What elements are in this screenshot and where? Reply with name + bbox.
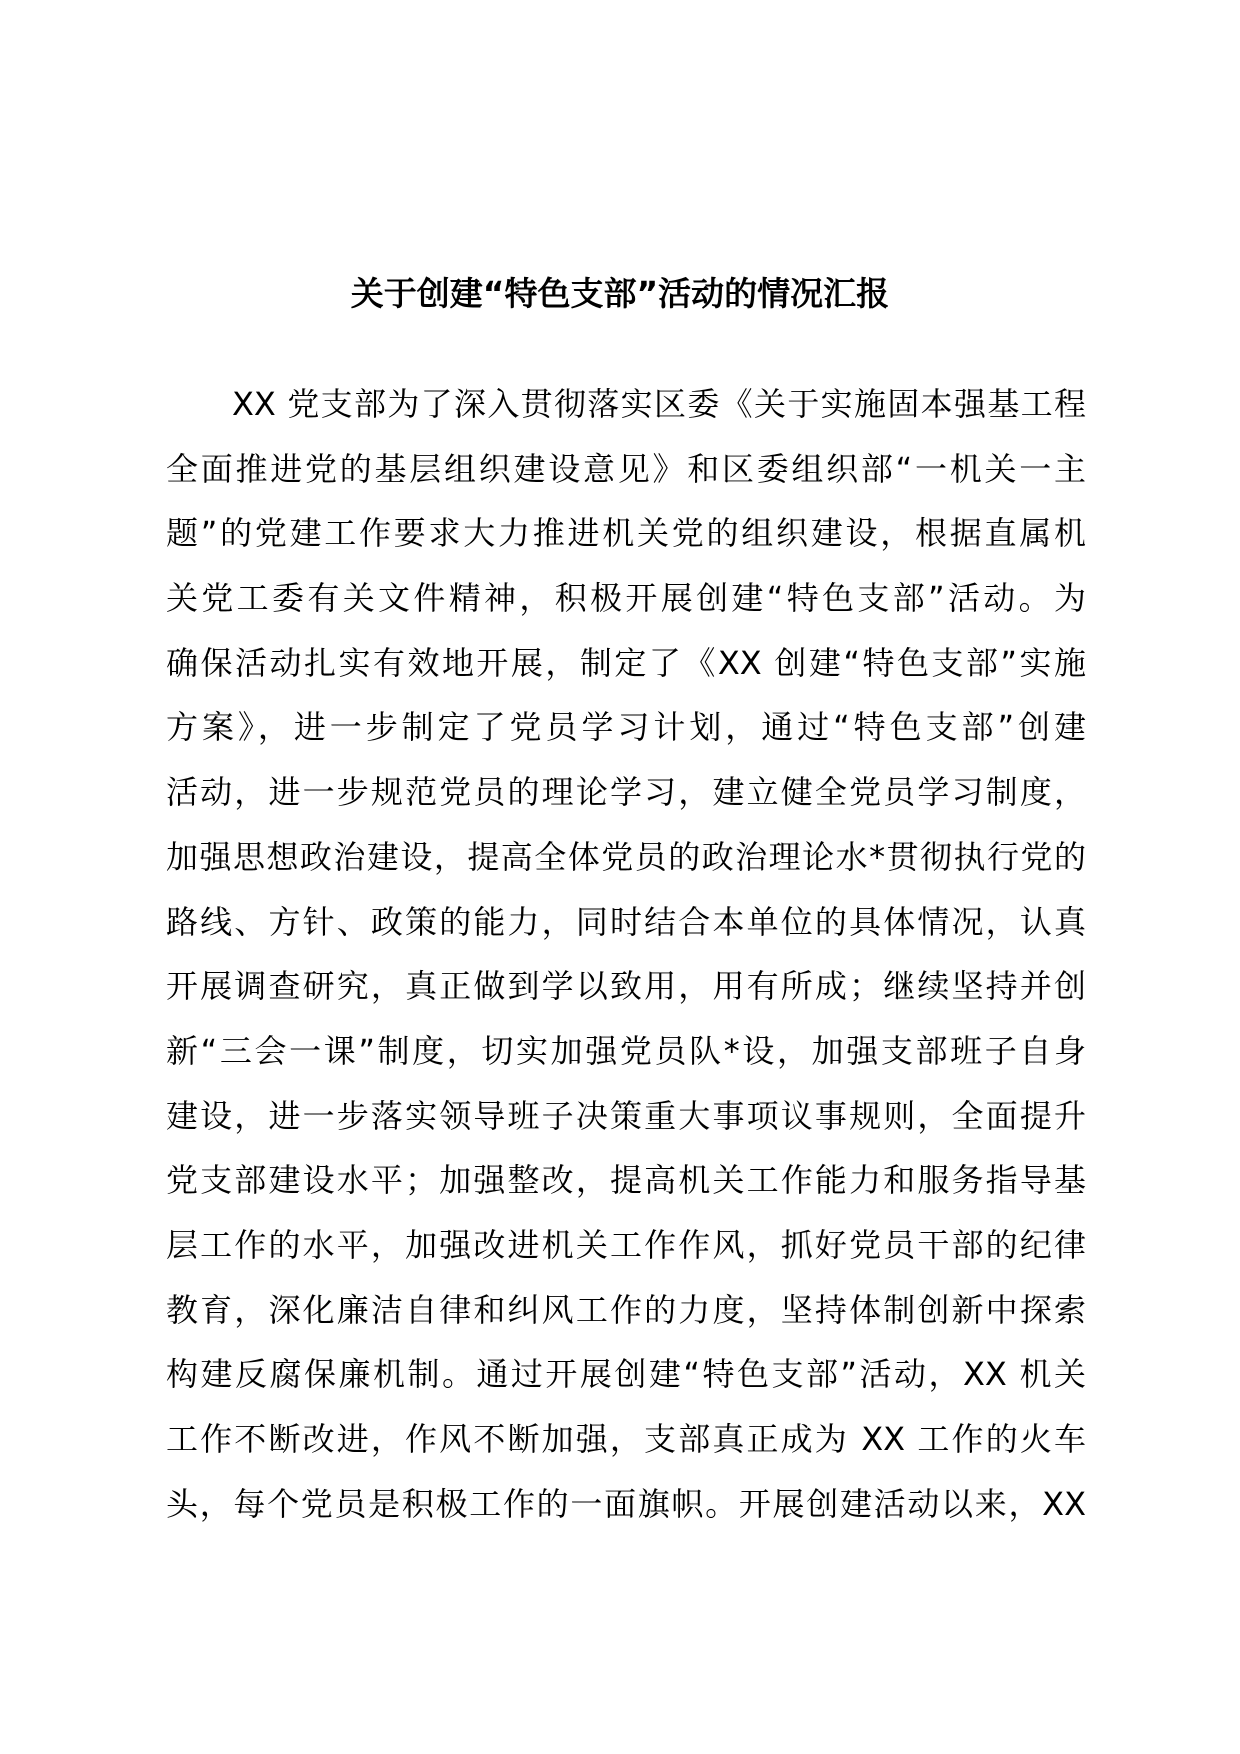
body-line: 层工作的水平，加强改进机关工作作风，抓好党员干部的纪律 bbox=[166, 1225, 1086, 1264]
body-line: 方案》，进一步制定了党员学习计划，通过“特色支部”创建 bbox=[166, 708, 1086, 747]
document-title: 关于创建“特色支部”活动的情况汇报 bbox=[350, 274, 890, 313]
body-line: 确保活动扎实有效地开展，制定了《XX 创建“特色支部”实施 bbox=[166, 643, 1086, 682]
document-body bbox=[166, 372, 1086, 1536]
body-line: 开展调查研究，真正做到学以致用，用有所成；继续坚持并创 bbox=[166, 967, 1086, 1006]
body-line: 建设，进一步落实领导班子决策重大事项议事规则，全面提升 bbox=[166, 1096, 1086, 1135]
body-line: 头，每个党员是积极工作的一面旗帜。开展创建活动以来，XX bbox=[166, 1484, 1086, 1523]
body-line: 全面推进党的基层组织建设意见》和区委组织部“一机关一主 bbox=[166, 449, 1086, 488]
body-line: 关党工委有关文件精神，积极开展创建“特色支部”活动。为 bbox=[166, 579, 1086, 618]
body-line: 加强思想政治建设，提高全体党员的政治理论水*贯彻执行党的 bbox=[166, 837, 1086, 876]
body-line: 教育，深化廉洁自律和纠风工作的力度，坚持体制创新中探索 bbox=[166, 1290, 1086, 1329]
body-line: 题”的党建工作要求大力推进机关党的组织建设，根据直属机 bbox=[166, 514, 1086, 553]
body-line: 工作不断改进，作风不断加强，支部真正成为 XX 工作的火车 bbox=[166, 1420, 1086, 1458]
body-line: 党支部建设水平；加强整改，提高机关工作能力和服务指导基 bbox=[166, 1161, 1086, 1200]
body-line: 新“三会一课”制度，切实加强党员队*设，加强支部班子自身 bbox=[166, 1031, 1086, 1070]
body-line: XX 党支部为了深入贯彻落实区委《关于实施固本强基工程 bbox=[232, 385, 1086, 423]
body-line: 构建反腐保廉机制。通过开展创建“特色支部”活动，XX 机关 bbox=[166, 1355, 1086, 1394]
body-line: 活动，进一步规范党员的理论学习，建立健全党员学习制度， bbox=[166, 773, 1086, 812]
body-line: 路线、方针、政策的能力，同时结合本单位的具体情况，认真 bbox=[166, 902, 1086, 941]
